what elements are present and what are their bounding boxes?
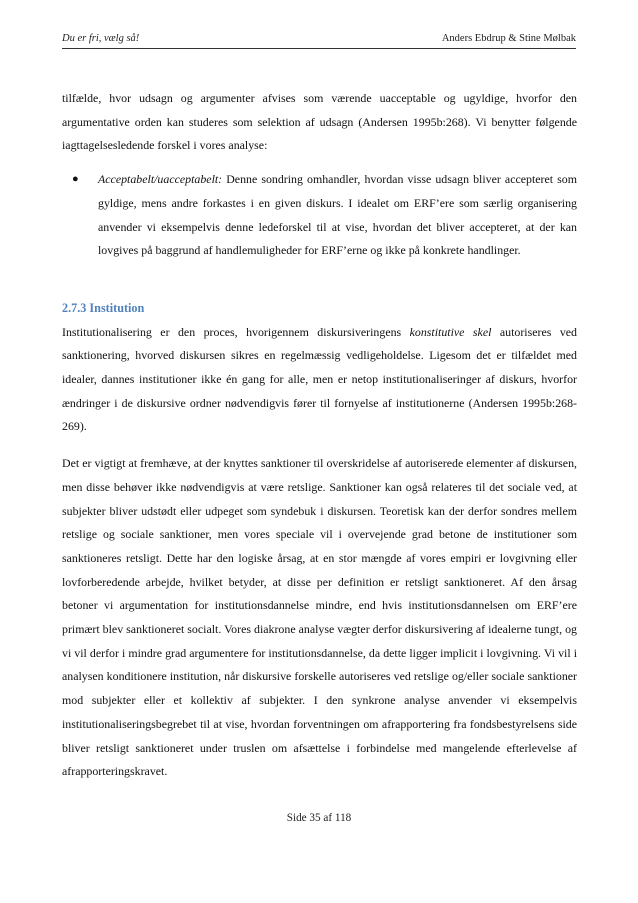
emphasized-term: konstitutive skel bbox=[409, 324, 492, 339]
bullet-dot-icon: ● bbox=[72, 173, 79, 186]
paragraph-text: Institutionalisering er den proces, hvorigennem diskursiveringens bbox=[62, 324, 410, 339]
header-authors: Anders Ebdrup & Stine Mølbak bbox=[441, 33, 576, 44]
section-paragraph-1 bbox=[62, 321, 577, 440]
page-body bbox=[62, 87, 577, 784]
section-heading: 2.7.3 Institution bbox=[62, 300, 145, 315]
running-header bbox=[62, 33, 576, 44]
bullet-item bbox=[62, 168, 577, 263]
header-title: Du er fri, vælg så! bbox=[62, 33, 140, 44]
bullet-list bbox=[62, 168, 577, 263]
header-divider bbox=[62, 48, 576, 49]
page-number: Side 35 af 118 bbox=[286, 812, 352, 824]
bullet-text: Denne sondring omhandler, hvordan visse udsagn bliver accepteret som gyldige, mens andre forkastes i en given diskurs. I idealet om ERF’ere som særlig organisering anvender vi eksempelvis denne ledeforskel til at vise, hvordan det bliver accepteret, at der kan lovgives på baggrund af handlemuligheder for ERF’erne og ikke på konkrete handlinger. bbox=[98, 172, 577, 258]
bullet-term: Acceptabelt/uacceptabelt: bbox=[98, 172, 223, 187]
intro-paragraph: tilfælde, hvor udsagn og argumenter afvises som værende uacceptable og ugyldige, hvorfor den argumentative orden kan studeres som selektion af udsagn (Andersen 1995b:268). Vi benytter følgende iagttagelsesledende forskel i vores analyse: bbox=[62, 91, 577, 153]
section-paragraph-2: Det er vigtigt at fremhæve, at der knyttes sanktioner til overskridelse af autoriserede elementer af diskursen, men disse behøver ikke nødvendigvis at være retslige. Sanktioner kan også relateres til det sociale ved, at subjekter bliver udstødt eller udpeget som syndebuk i diskursen. Teoretisk kan der derfor sondres mellem retslige og sociale sanktioner, men vores speciale vil i overvejende grad betone de institutioner som sanktioneres retsligt. Dette har den logiske årsag, at en stor mængde af vores empiri er lovgivning eller lovforberedende arbejde, hvilket betyder, at disse per definition er retsligt sanktioneret. Af den årsag betoner vi argumentation for institutionsdannelse mindre, end hvis institutionsdannelsen om ERF’ere primært blev sanktioneret socialt. Vores diakrone analyse vægter derfor diskursivering af idealerne tungt, og vi vil derfor i mindre grad argumentere for institutionsdannelse, da dette ligger implicit i lovgivning. Vi vil i analysen konditionere institution, når diskursive forskelle autoriseres ved retslige og/eller sociale sanktioner mod subjekter eller et kollektiv af subjekter. I den synkrone analyse anvender vi eksempelvis institutionaliseringsbegrebet til at vise, hvordan forventningen om afrapportering fra fondsbestyrelsens side bliver retsligt sanktioneret under truslen om afsættelse i forbindelse med mangelende efterlevelse af afrapporteringskravet. bbox=[62, 456, 577, 779]
paragraph-text: autoriseres ved sanktionering, hvorved diskursen sikres en regelmæssig vedligeholdelse. Ligesom det er tilfældet med idealer, dannes institutioner ikke én gang for alle, men er netop institutionaliseringer af diskurs, hvorfor ændringer i de diskursive ordner nødvendigvis fører til fornyelse af institutionerne (Andersen 1995b:268-269). bbox=[62, 324, 578, 434]
